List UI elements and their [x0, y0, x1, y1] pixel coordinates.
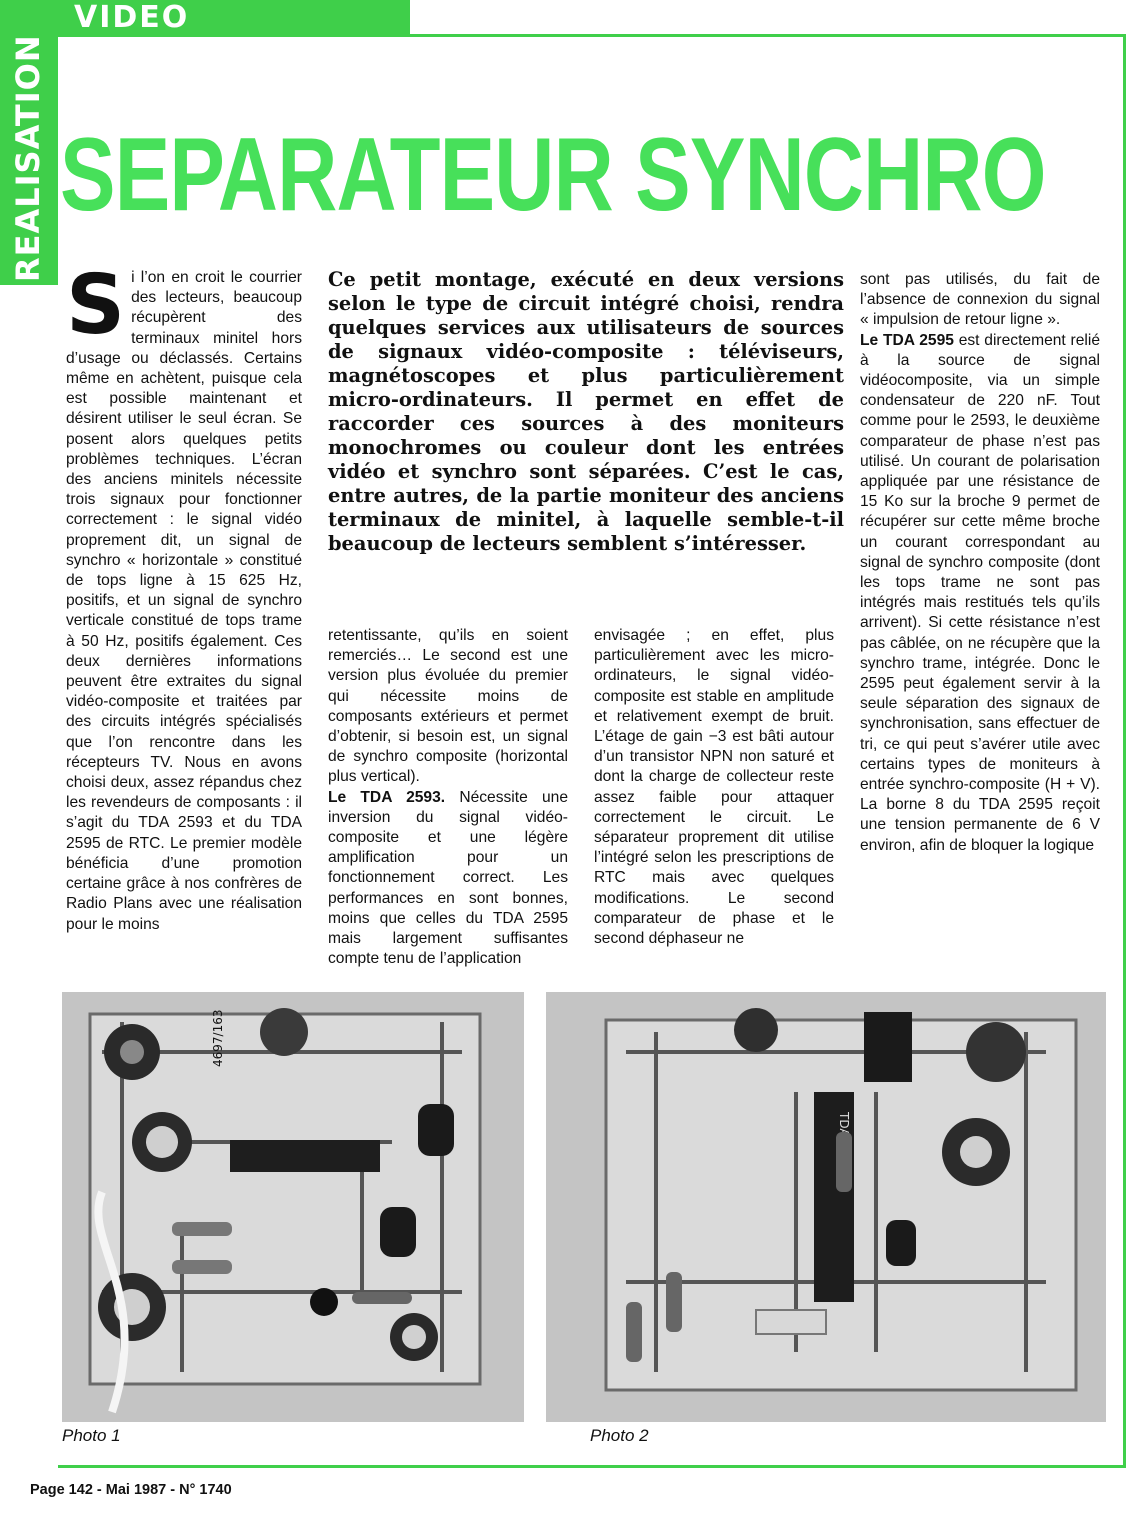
side-section-label: REALISATION — [9, 34, 47, 282]
section-label: VIDEO — [74, 0, 190, 35]
column-text: i l’on en croit le courrier des lecteurs, beaucoup récupèrent des terminaux minitel hors d’usage ou déclassés. Certains même en achètent, puisque cela est possible maintenant et désirent utiliser le seul écran. Se posent alors quelques petits problèmes techniques. L’écran des anciens minitels nécessite trois signaux pour fonctionner correctement : le signal vidéo proprement dit, un signal de synchro « horizontale » constitué de tops ligne à 15 625 Hz, positifs, et un signal de synchro verticale constitué de tops trame à 50 Hz, positifs également. Ces deux dernières informations peuvent être extraites du signal vidéo-composite et traitées par des circuits intégrés spécialisés que l’on rencontre dans les récepteurs TV. Nous en avons choisi deux, assez répandus chez les revendeurs de composants : il s’agit du TDA 2593 et du TDA 2595 de RTC. Le premier modèle bénéficia d’une promotion certaine grâce à nos confrères de Radio Plans avec une réalisation pour le moins — [66, 269, 302, 933]
page-footer: Page 142 - Mai 1987 - N° 1740 — [30, 1482, 232, 1498]
column-text: Nécessite une inversion du signal vidéo-composite et une légère amplification pour un fonctionnement correct. Les performances en sont bonnes, moins que celles du TDA 2595 mais largement suffisantes compte tenu de l’application — [328, 788, 569, 968]
lead-paragraph: Ce petit montage, exécuté en deux versions selon le type de circuit intégré choisi, rendra quelques services aux utilisateurs de sources de signaux vidéo-composite : téléviseurs, magnétoscopes et plus particulièrement micro-ordinateurs. Il permet en effet de raccorder ces sources à des moniteurs monochromes ou couleur dont les entrées vidéo et synchro sont séparées. C’est le cas, entre autres, de la partie moniteur des anciens terminaux de minitel, à laquelle semble-t-il beaucoup de lecteurs semblent s’intéresser. — [328, 268, 844, 555]
column-text: sont pas utilisés, du fait de l’absence de connexion du signal « impulsion de retour ligne ». — [860, 271, 1100, 329]
section-tab — [0, 0, 410, 36]
circuit-board-2-illustration — [546, 992, 1106, 1422]
article-title: SEPARATEUR SYNCHRO — [60, 117, 1046, 233]
body-column-1 — [66, 258, 302, 935]
photo-1-caption: Photo 1 — [62, 1426, 121, 1445]
column-text: retentissante, qu’ils en soient remerciés… Le second est une version plus évoluée du premier qui nécessite moins de composants extérieurs et permet d’obtenir, si besoin est, un signal de synchro composite (horizontal plus vertical). — [328, 627, 568, 786]
column-text: envisagée ; en effet, plus particulièrement avec les micro-ordinateurs, le signal vidéo-composite est stable en amplitude et relativement exempt de bruit. L’étage de gain −3 est bâti autour d’un transistor NPN non saturé et dont la charge de collecteur reste assez faible pour attaquer correctement le circuit. Le séparateur proprement dit utilise l’intégré selon les prescriptions de RTC mais avec quelques modifications. Le second comparateur de phase et le second déphaseur ne — [594, 627, 834, 948]
drop-cap: S — [66, 258, 126, 353]
photo-1-circuit-board — [62, 992, 524, 1422]
circuit-board-1-illustration — [62, 992, 524, 1422]
chip-1-marking: 4697/163 — [211, 1009, 225, 1067]
body-column-4 — [594, 626, 834, 949]
photo-2-caption: Photo 2 — [590, 1426, 649, 1445]
body-column-5 — [860, 270, 1100, 856]
column-text: est directement relié à la source de signal vidéocomposite, via un simple condensateur de 220 nF. Tout comme pour le 2593, le deuxième comparateur de phase n’est pas utilisé. Un courant de polarisation appliquée par une résistance de 15 Ko sur la broche 9 permet de récupérer sur cette même broche un courant correspondant au signal de synchro composite (dont les tops trame ne sont pas intégrés mais restitués tels qu’ils arrivent). Si cette résistance n’est pas câblée, on ne récupère que la synchro trame, intégrée. Donc le 2595 peut également servir à la seule séparation des signaux de synchronisation, sans effectuer de tri, ce qui peut s’avérer utile avec certains types de moniteurs à entrée synchro-composite (H + V). La borne 8 du TDA 2595 reçoit une tension permanente de 6 V environ, afin de bloquer la logique — [860, 331, 1100, 854]
subheading-tda2595: Le TDA 2595 — [860, 331, 954, 349]
subheading-tda2593: Le TDA 2593. — [328, 788, 446, 806]
body-column-3 — [328, 626, 568, 969]
photo-2-circuit-board — [546, 992, 1106, 1422]
